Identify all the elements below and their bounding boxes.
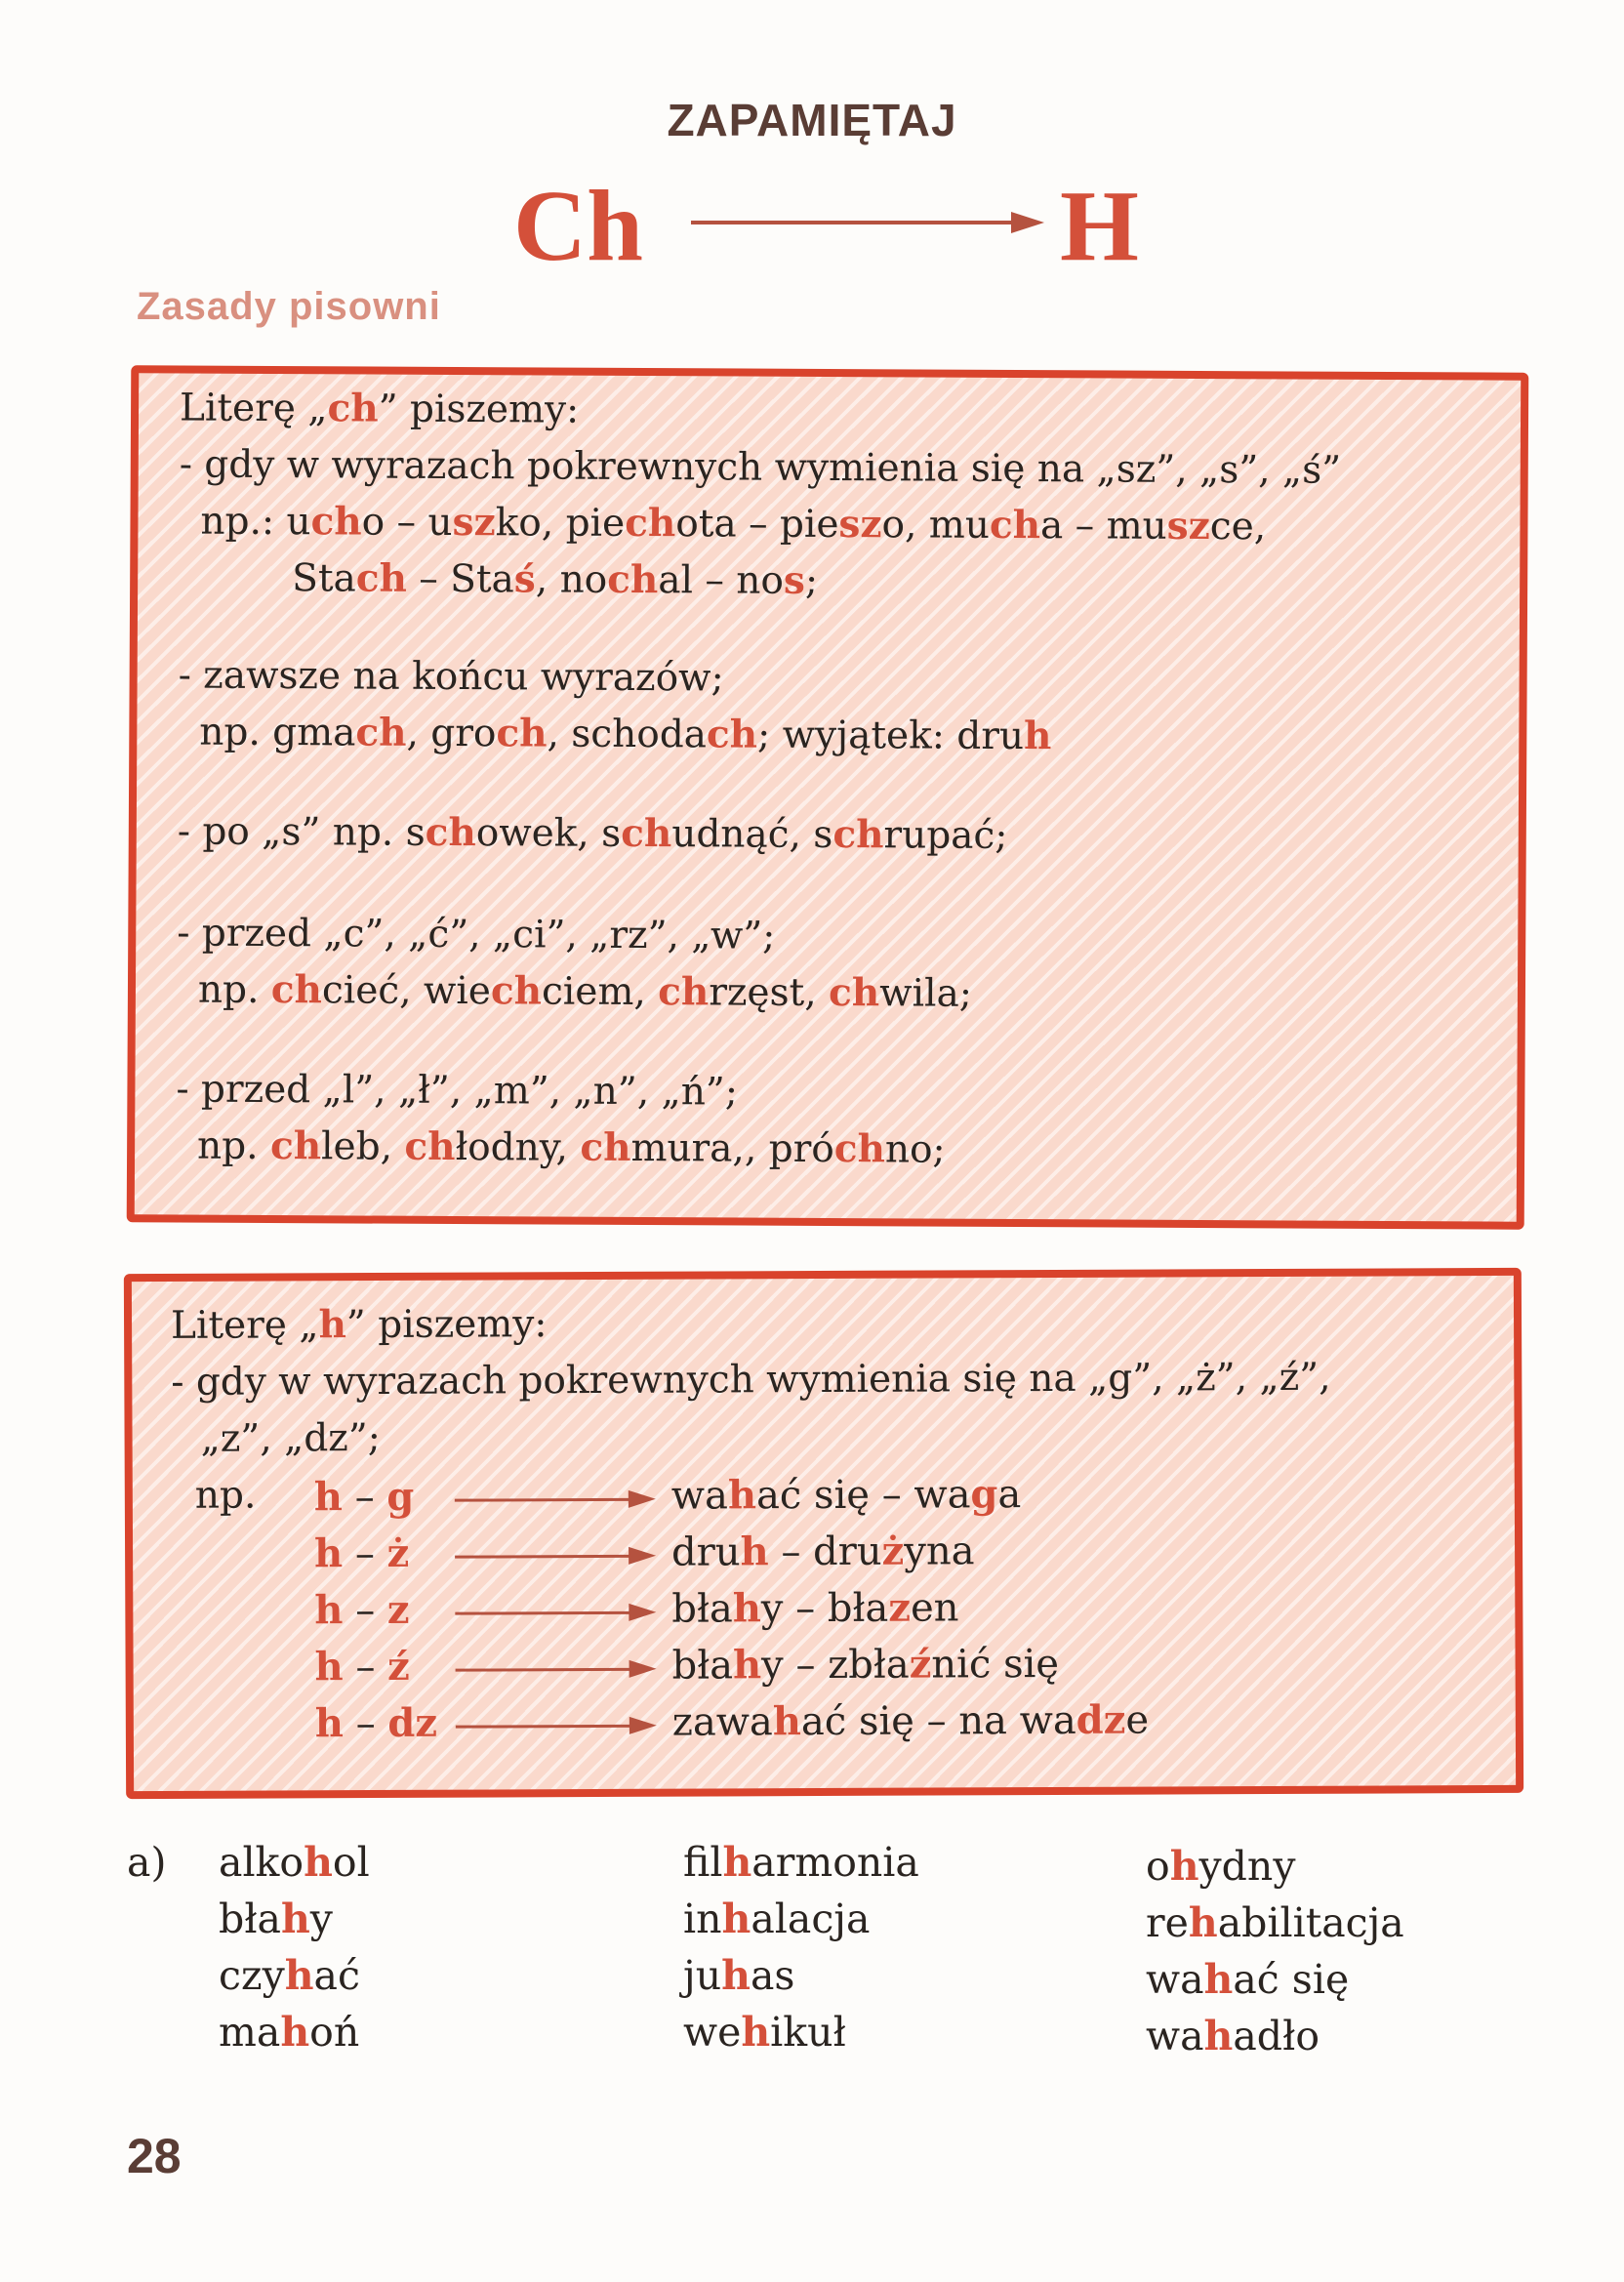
text-segment: np.: u	[200, 499, 311, 545]
list-item	[683, 1839, 919, 1886]
text-segment: ” piszemy:	[345, 1302, 548, 1348]
letter-pair	[314, 1474, 415, 1520]
text-segment: bła	[671, 1643, 734, 1689]
text-segment: , schoda	[547, 712, 708, 757]
list-item	[219, 1839, 370, 1886]
highlighted-letters: sz	[838, 502, 882, 548]
letter-pair	[315, 1700, 437, 1747]
pair-example	[671, 1471, 1022, 1519]
highlighted-letters: s	[783, 557, 806, 603]
highlighted-letters: h	[732, 1585, 761, 1632]
list-item	[1146, 2013, 1320, 2059]
text-segment: –	[343, 1530, 387, 1577]
text-segment: –	[343, 1644, 388, 1691]
rule-line	[177, 809, 1008, 858]
text-segment: udnąć, s	[671, 812, 833, 858]
text-segment: ;	[804, 558, 819, 603]
highlighted-letters: ch	[425, 809, 476, 856]
list-item	[1146, 1956, 1349, 2003]
highlighted-letters: h	[1188, 1899, 1218, 1946]
text-segment: zawa	[671, 1699, 773, 1745]
text-segment: owek, s	[475, 811, 622, 856]
highlighted-letters: sz	[1166, 503, 1210, 550]
rule-line	[176, 1067, 739, 1115]
list-item	[683, 1895, 870, 1942]
list-item	[219, 1952, 360, 1999]
text-segment: – Sta	[406, 556, 514, 602]
text-segment: rupać;	[883, 813, 1008, 858]
text-segment: armonia	[751, 1839, 919, 1886]
example-line	[199, 710, 1052, 759]
list-item	[683, 2009, 846, 2056]
highlighted-letters: ch	[270, 967, 323, 1013]
example-line	[197, 1123, 946, 1172]
rule-line	[171, 1355, 1331, 1405]
highlighted-letters: h	[280, 2009, 310, 2056]
text-segment: bła	[219, 1895, 281, 1942]
text-segment: rzęst,	[709, 970, 830, 1016]
text-segment: ju	[683, 1952, 722, 1999]
highlighted-letters: ch	[658, 969, 710, 1015]
pair-example	[671, 1641, 1059, 1689]
highlighted-letters: h	[740, 1528, 769, 1575]
text-segment: –	[343, 1587, 387, 1634]
text-segment: ” piszemy:	[378, 387, 580, 432]
example-line	[200, 499, 1267, 550]
text-segment: Literę „	[170, 1303, 319, 1348]
rule-box-h	[124, 1268, 1523, 1799]
list-item	[1146, 1899, 1404, 1946]
text-segment: alacja	[751, 1895, 871, 1942]
highlighted-letters: ch	[833, 1126, 886, 1172]
text-segment: as	[750, 1952, 795, 1999]
highlighted-letters: ch	[625, 500, 676, 547]
highlighted-letters: g	[386, 1473, 415, 1520]
highlighted-letters: z	[386, 1586, 410, 1633]
highlighted-letters: h	[304, 1839, 333, 1886]
highlighted-letters: ch	[706, 712, 758, 757]
highlighted-letters: h	[318, 1302, 346, 1348]
text-segment: np.	[197, 967, 271, 1013]
exercise-label: a)	[127, 1839, 167, 1886]
arrow-head-icon	[629, 1660, 657, 1678]
highlighted-letters: h	[314, 1587, 344, 1634]
text-segment: ; wyjątek: dru	[756, 713, 1025, 759]
highlighted-letters: ch	[496, 711, 548, 756]
title-arrow-head-icon	[1011, 212, 1044, 233]
text-segment: wa	[1146, 2013, 1204, 2059]
highlighted-letters: ś	[513, 556, 536, 602]
highlighted-letters: ch	[989, 502, 1041, 549]
highlighted-letters: h	[280, 1895, 310, 1942]
highlighted-letters: ch	[327, 386, 379, 431]
text-segment: ota – pie	[675, 502, 839, 548]
example-line	[292, 555, 819, 603]
text-segment: ciem,	[541, 969, 659, 1015]
text-segment: ydny	[1198, 1843, 1296, 1890]
highlighted-letters: ch	[607, 556, 659, 603]
rule-line	[170, 1302, 548, 1348]
text-segment: ać się – wa	[755, 1472, 971, 1519]
text-segment: alko	[219, 1839, 304, 1886]
highlighted-letters: dz	[387, 1699, 438, 1746]
text-segment: a – mu	[1039, 504, 1167, 549]
text-segment: Literę „	[179, 386, 328, 431]
highlighted-letters: h	[313, 1474, 344, 1521]
list-item	[683, 1952, 794, 1999]
rule-line	[178, 653, 724, 701]
highlighted-letters: h	[721, 1895, 751, 1942]
arrow-icon	[455, 1498, 630, 1502]
text-segment: - przed „c”, „ć”, „ci”, „rz”, „w”;	[177, 911, 776, 958]
highlighted-letters: h	[1203, 2013, 1234, 2059]
text-segment: - gdy w wyrazach pokrewnych wymienia się na „g”, „ż”, „ź”,	[171, 1355, 1331, 1405]
text-segment: np. gma	[199, 710, 356, 755]
big-letter-ch: Ch	[513, 170, 643, 282]
text-segment: Sta	[292, 556, 356, 601]
highlighted-letters: h	[314, 1700, 345, 1747]
example-line	[197, 967, 973, 1016]
text-segment: - po „s” np. s	[177, 809, 426, 855]
highlighted-letters: h	[1169, 1843, 1199, 1890]
rule-line	[200, 1415, 381, 1461]
text-segment: y – zbła	[761, 1642, 910, 1689]
rule-line	[179, 386, 580, 432]
text-segment: leb,	[321, 1124, 405, 1169]
highlighted-letters: ch	[828, 970, 880, 1016]
text-segment: ce,	[1209, 505, 1267, 550]
pair-example	[671, 1584, 958, 1631]
text-segment: ko, pie	[495, 501, 626, 546]
text-segment: al – no	[658, 558, 785, 603]
text-segment: no;	[884, 1127, 946, 1172]
title-arrow-icon	[691, 221, 1013, 224]
highlighted-letters: z	[888, 1584, 912, 1631]
text-segment: dru	[670, 1529, 741, 1575]
highlighted-letters: h	[741, 2009, 771, 2056]
rule-line	[177, 911, 776, 958]
highlighted-letters: h	[314, 1644, 344, 1691]
highlighted-letters: h	[732, 1642, 762, 1689]
text-segment: np.	[197, 1123, 271, 1169]
big-letter-h: H	[1060, 170, 1139, 282]
highlighted-letters: ch	[490, 968, 543, 1014]
highlighted-letters: h	[727, 1472, 757, 1519]
highlighted-letters: h	[1203, 1956, 1234, 2003]
text-segment: czy	[219, 1952, 285, 1999]
text-segment: - zawsze na końcu wyrazów;	[178, 653, 724, 701]
text-segment: fil	[683, 1839, 723, 1886]
arrow-head-icon	[629, 1717, 657, 1734]
section-heading: Zasady pisowni	[137, 285, 441, 328]
list-item	[219, 2009, 359, 2056]
text-segment: - przed „l”, „ł”, „m”, „n”, „ń”;	[176, 1067, 739, 1115]
highlighted-letters: ch	[310, 499, 362, 545]
text-segment: e	[1125, 1697, 1150, 1743]
pair-example	[671, 1528, 975, 1574]
text-segment: adło	[1233, 2013, 1320, 2059]
rule-box-ch	[127, 365, 1529, 1229]
text-segment: y – bła	[760, 1585, 889, 1632]
list-item	[1146, 1843, 1295, 1890]
text-segment: łodny,	[455, 1125, 581, 1170]
text-segment: ol	[332, 1839, 370, 1886]
highlighted-letters: ch	[355, 555, 408, 601]
letter-pair	[314, 1587, 409, 1633]
highlighted-letters: h	[721, 1952, 751, 1999]
highlighted-letters: h	[772, 1698, 802, 1745]
text-segment: , gro	[406, 711, 497, 756]
text-segment: –	[342, 1474, 387, 1521]
text-segment: we	[683, 2009, 742, 2056]
text-segment: mura,, pró	[630, 1125, 834, 1172]
highlighted-letters: ż	[386, 1529, 410, 1576]
text-segment: oń	[309, 2009, 360, 2056]
highlighted-letters: ch	[621, 810, 672, 857]
highlighted-letters: ch	[832, 812, 884, 858]
highlighted-letters: ź	[387, 1643, 410, 1690]
text-segment: ma	[219, 2009, 281, 2056]
highlighted-letters: h	[313, 1530, 344, 1577]
highlighted-letters: h	[284, 1952, 314, 1999]
text-segment: o, mu	[881, 503, 991, 548]
arrow-icon	[455, 1555, 630, 1559]
pair-example	[672, 1697, 1149, 1745]
highlighted-letters: ź	[909, 1641, 932, 1688]
text-segment: a	[997, 1472, 1022, 1518]
text-segment: ikuł	[770, 2009, 846, 2056]
text-segment: – dru	[768, 1528, 882, 1575]
page-number: 28	[127, 2129, 182, 2183]
letter-pair	[314, 1530, 409, 1576]
page-title: ZAPAMIĘTAJ	[667, 95, 957, 145]
arrow-icon	[456, 1725, 631, 1729]
text-segment: in	[683, 1895, 722, 1942]
text-segment: ać	[313, 1952, 360, 1999]
arrow-head-icon	[629, 1547, 656, 1565]
text-segment: y	[309, 1895, 333, 1942]
text-segment: wila;	[879, 971, 973, 1016]
text-segment: nić się	[931, 1641, 1060, 1688]
rule-line	[179, 442, 1342, 493]
highlighted-letters: g	[970, 1471, 998, 1518]
arrow-icon	[455, 1611, 630, 1615]
text-segment: re	[1146, 1899, 1189, 1946]
highlighted-letters: ch	[580, 1124, 631, 1170]
text-segment: yna	[904, 1528, 975, 1574]
text-segment: , no	[535, 557, 608, 602]
text-segment: wa	[670, 1473, 729, 1519]
text-segment: „z”, „dz”;	[200, 1415, 381, 1461]
highlighted-letters: h	[1023, 713, 1052, 759]
arrow-icon	[456, 1668, 631, 1672]
highlighted-letters: h	[722, 1839, 752, 1886]
list-item	[219, 1895, 333, 1942]
np-label: np.	[194, 1473, 257, 1518]
text-segment: ać się – na wa	[800, 1697, 1076, 1745]
text-segment: en	[910, 1585, 959, 1631]
text-segment: bła	[671, 1586, 733, 1632]
highlighted-letters: ch	[269, 1123, 322, 1169]
text-segment: abilitacja	[1217, 1899, 1404, 1946]
highlighted-letters: ż	[881, 1528, 905, 1574]
text-segment: o	[1146, 1843, 1170, 1890]
text-segment: cieć, wie	[321, 968, 492, 1014]
text-segment: ać się	[1233, 1956, 1350, 2003]
letter-pair	[314, 1644, 409, 1690]
text-segment: wa	[1146, 1956, 1204, 2003]
arrow-head-icon	[629, 1490, 656, 1508]
highlighted-letters: ch	[355, 710, 407, 755]
text-segment: o – u	[361, 500, 453, 545]
arrow-head-icon	[629, 1604, 656, 1621]
text-segment: - gdy w wyrazach pokrewnych wymienia się na „sz”, „s”, „ś”	[179, 442, 1342, 493]
highlighted-letters: sz	[452, 499, 496, 546]
text-segment: –	[343, 1700, 388, 1747]
highlighted-letters: dz	[1076, 1696, 1126, 1743]
highlighted-letters: ch	[404, 1123, 456, 1170]
